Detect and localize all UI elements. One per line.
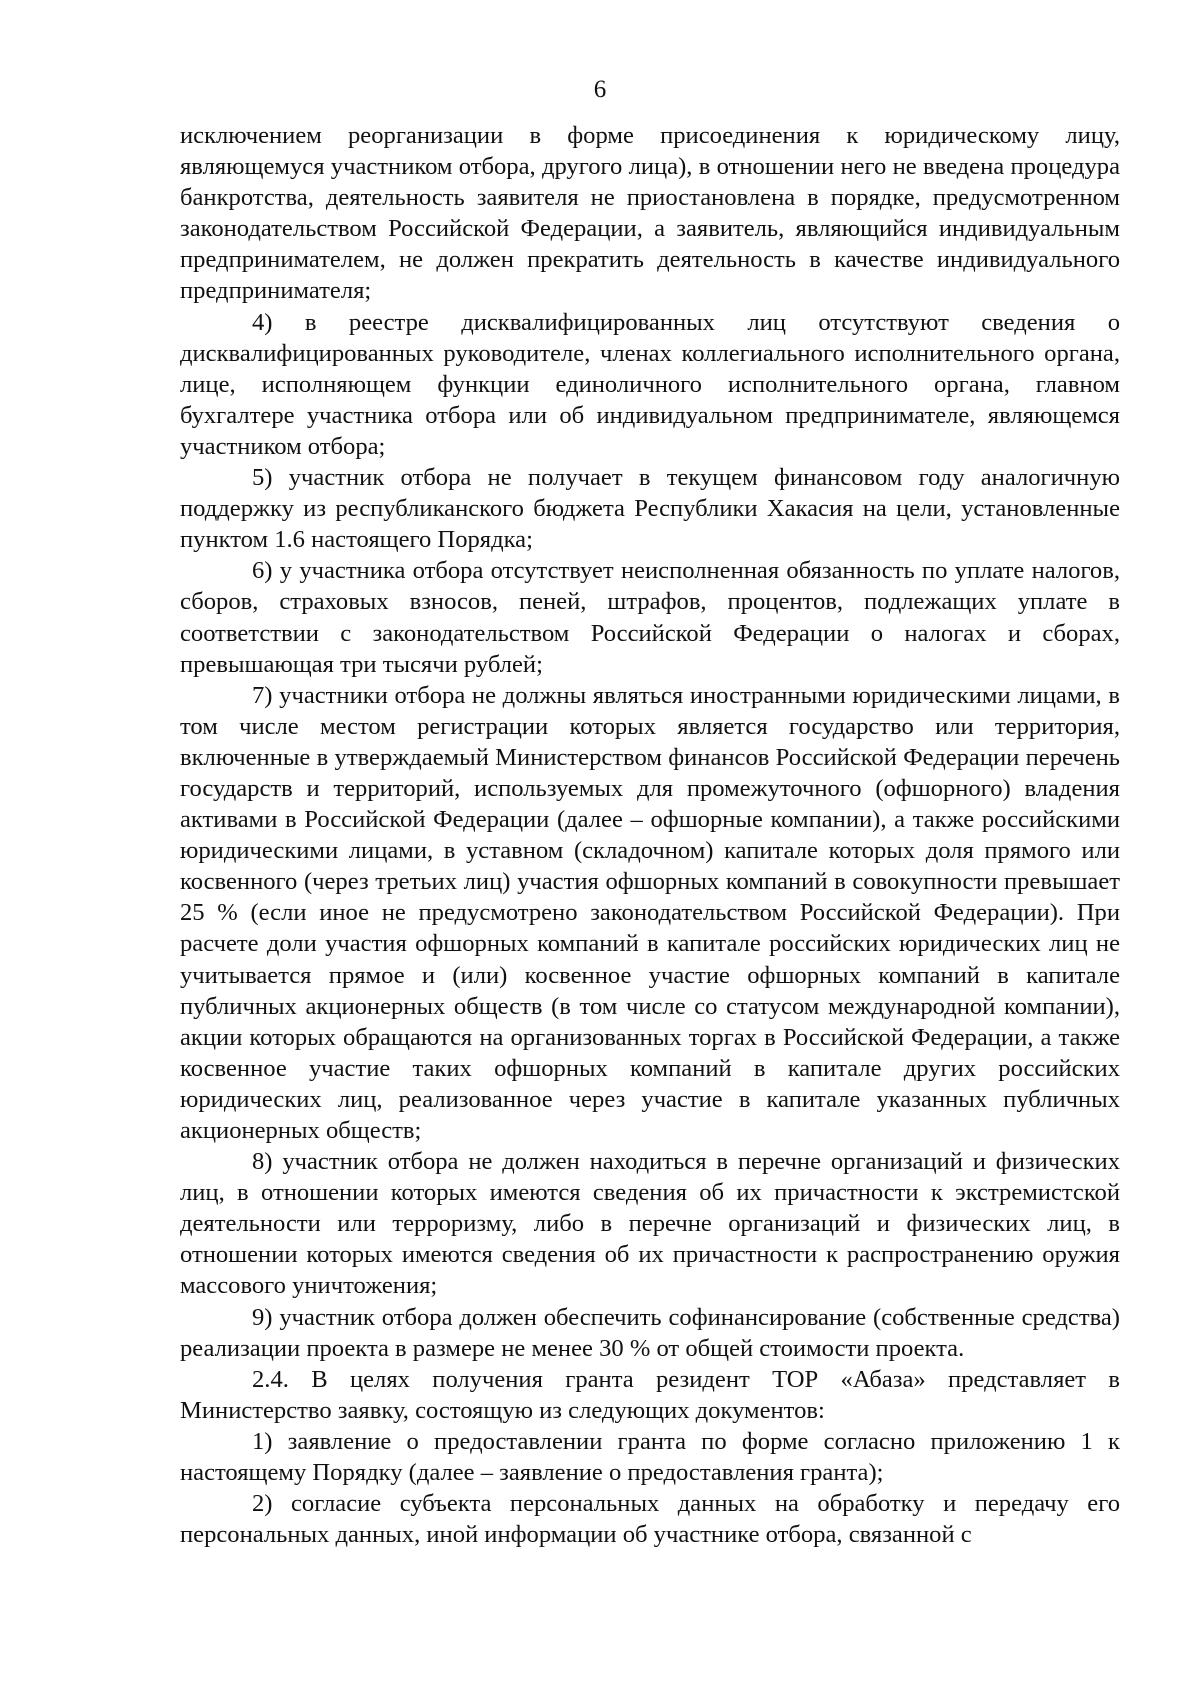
paragraph-item-5: 5) участник отбора не получает в текущем финансовом году аналогичную поддержку из республиканского бюджета Республики Хакасия на цели, установленные пунктом 1.6 настоящего Порядка; bbox=[180, 464, 1120, 554]
paragraph-item-6: 6) у участника отбора отсутствует неисполненная обязанность по уплате налогов, сборов, страховых взносов, пеней, штрафов, процентов, подлежащих уплате в соответствии с законодательством Российской Федерации о налогах и сборах, превышающая три тысячи рублей; bbox=[180, 557, 1120, 678]
paragraph-item-9: 9) участник отбора должен обеспечить софинансирование (собственные средства) реализации проекта в размере не менее 30 % от общей стоимости проекта. bbox=[180, 1303, 1120, 1362]
paragraph-item-8: 8) участник отбора не должен находиться в перечне организаций и физических лиц, в отношении которых имеются сведения об их причастности к экстремистской деятельности или терроризму, либо в перечне организаций и физических лиц, в отношении которых имеются сведения об их причастности к распространению оружия массового уничтожения; bbox=[180, 1148, 1120, 1300]
paragraph-section-2-4: 2.4. В целях получения гранта резидент ТОР «Абаза» представляет в Министерство заявку, состоящую из следующих документов: bbox=[180, 1365, 1120, 1424]
paragraph-item-7: 7) участники отбора не должны являться иностранными юридическими лицами, в том числе местом регистрации которых является государство или территория, включенные в утверждаемый Министерством финансов Российской Федерации перечень государств и территорий, используемых для промежуточного (офшорного) владения активами в Российской Федерации (далее – офшорные компании), а также российскими юридическими лицами, в уставном (складочном) капитале которых доля прямого или косвенного (через третьих лиц) участия офшорных компаний в совокупности превышает 25 % (если иное не предусмотрено законодательством Российской Федерации). При расчете доли участия офшорных компаний в капитале российских юридических лиц не учитывается прямое и (или) косвенное участие офшорных компаний в капитале публичных акционерных обществ (в том числе со статусом международной компании), акции которых обращаются на организованных торгах в Российской Федерации, а также косвенное участие таких офшорных компаний в капитале других российских юридических лиц, реализованное через участие в капитале указанных публичных акционерных обществ; bbox=[180, 681, 1120, 1144]
paragraph-doc-item-1: 1) заявление о предоставлении гранта по форме согласно приложению 1 к настоящему Порядку (далее – заявление о предоставления гранта); bbox=[180, 1427, 1120, 1487]
paragraph-item-4: 4) в реестре дисквалифицированных лиц отсутствуют сведения о дисквалифицированных руководителе, членах коллегиального исполнительного органа, лице, исполняющем функции единоличного исполнительного органа, главном бухгалтере участника отбора или об индивидуальном предпринимателе, являющемся участником отбора; bbox=[180, 308, 1120, 460]
document-body bbox=[180, 120, 1120, 1550]
paragraph-continuation: исключением реорганизации в форме присоединения к юридическому лицу, являющемуся участником отбора, другого лица), в отношении него не введена процедура банкротства, деятельность заявителя не приостановлена в порядке, предусмотренном законодательством Российской Федерации, а заявитель, являющийся индивидуальным предпринимателем, не должен прекратить деятельность в качестве индивидуального предпринимателя; bbox=[180, 122, 1120, 305]
paragraph-doc-item-2: 2) согласие субъекта персональных данных на обработку и передачу его персональных данных, иной информации об участнике отбора, связанной с bbox=[180, 1490, 1120, 1549]
page-number: 6 bbox=[593, 76, 607, 103]
